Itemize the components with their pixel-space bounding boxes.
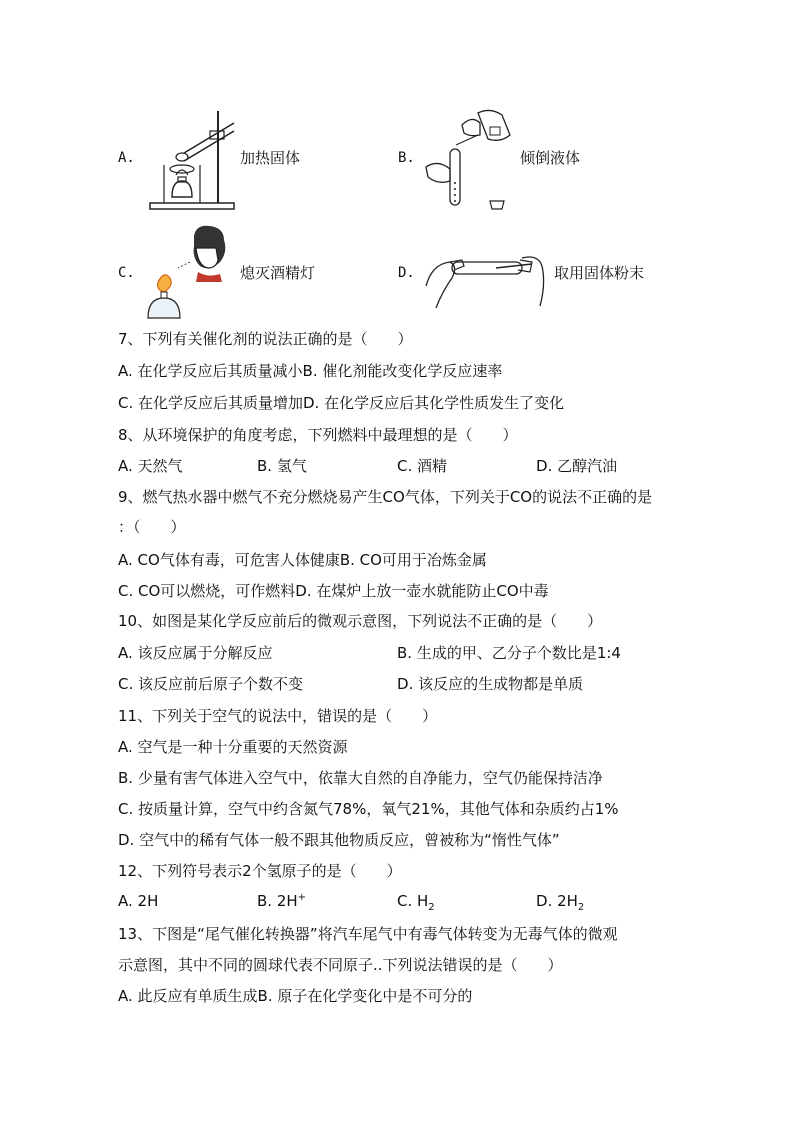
q6-option-b [398, 105, 678, 215]
question-10-options-cd [118, 673, 678, 695]
q6-figure-row-1 [118, 105, 678, 215]
extinguish-alcohol-lamp-icon [144, 222, 236, 322]
q8-option-a: A. 天然气 [118, 457, 183, 475]
option-caption: 加热固体 [240, 149, 301, 167]
question-8-stem: 8、从环境保护的角度考虑，下列燃料中最理想的是（ ） [118, 426, 518, 444]
q8-option-d: D. 乙醇汽油 [536, 457, 618, 475]
q12-option-d: D. $2H_2$ [536, 892, 585, 913]
option-letter: D. [398, 265, 415, 281]
q12-option-a: A. 2H [118, 892, 159, 910]
q10-option-c: C. 该反应前后原子个数不变 [118, 675, 304, 693]
option-caption: 倾倒液体 [520, 149, 581, 167]
option-letter: A. [118, 150, 135, 166]
question-9-options-cd: C. CO可以燃烧，可作燃料D. 在煤炉上放一壶水就能防止CO中毒 [118, 582, 549, 600]
question-8-options [118, 455, 678, 477]
question-11-option-b: B. 少量有害气体进入空气中，依靠大自然的自净能力，空气仍能保持洁净 [118, 769, 603, 787]
q12-option-b: B. 2H+ [257, 892, 307, 910]
question-13-stem: 13、下图是“尾气催化转换器”将汽车尾气中有毒气体转变为无毒气体的微观 [118, 925, 618, 943]
question-11-option-d: D. 空气中的稀有气体一般不跟其他物质反应，曾被称为“惰性气体” [118, 831, 560, 849]
question-11-stem: 11、下列关于空气的说法中，错误的是（ ） [118, 707, 438, 725]
question-9-stem-cont: ：（ ） [118, 518, 186, 536]
q6-option-a [118, 105, 398, 215]
q12-option-c: C. $H_2$ [397, 892, 435, 913]
question-9-stem: 9、燃气热水器中燃气不充分燃烧易产生CO气体，下列关于CO的说法不正确的是 [118, 488, 653, 506]
heating-solid-apparatus-icon [144, 105, 240, 213]
q6-figure-row-2 [118, 222, 678, 332]
q6-option-d [398, 222, 678, 332]
q6-option-c [118, 222, 398, 332]
q10-option-b: B. 生成的甲、乙分子个数比是1:4 [397, 644, 621, 662]
question-7-stem: 7、下列有关催化剂的说法正确的是（ ） [118, 330, 413, 348]
q10-option-d: D. 该反应的生成物都是单质 [397, 675, 584, 693]
pouring-liquid-icon [420, 105, 530, 213]
question-10-options-ab [118, 642, 678, 664]
q8-option-c: C. 酒精 [397, 457, 448, 475]
question-11-option-c: C. 按质量计算，空气中约含氮气78%，氧气21%，其他气体和杂质约占1% [118, 800, 619, 818]
question-7-options-cd: C. 在化学反应后其质量增加D. 在化学反应后其化学性质发生了变化 [118, 394, 565, 412]
q8-option-b: B. 氢气 [257, 457, 307, 475]
option-caption: 熄灭酒精灯 [240, 264, 316, 282]
question-13-options-ab: A. 此反应有单质生成B. 原子在化学变化中是不可分的 [118, 987, 473, 1005]
question-12-options [118, 892, 678, 914]
q10-option-a: A. 该反应属于分解反应 [118, 644, 273, 662]
question-13-stem-cont: 示意图，其中不同的圆球代表不同原子..下列说法错误的是（ ） [118, 956, 563, 974]
option-caption: 取用固体粉末 [554, 264, 645, 282]
question-7-options-ab: A. 在化学反应后其质量减小B. 催化剂能改变化学反应速率 [118, 362, 503, 380]
question-12-stem: 12、下列符号表示2个氢原子的是（ ） [118, 862, 402, 880]
question-11-option-a: A. 空气是一种十分重要的天然资源 [118, 738, 348, 756]
question-9-options-ab: A. CO气体有毒，可危害人体健康B. CO可用于冶炼金属 [118, 551, 487, 569]
option-letter: C. [118, 265, 135, 281]
option-letter: B. [398, 150, 415, 166]
taking-solid-powder-icon [422, 236, 550, 310]
question-10-stem: 10、如图是某化学反应前后的微观示意图，下列说法不正确的是（ ） [118, 612, 603, 630]
